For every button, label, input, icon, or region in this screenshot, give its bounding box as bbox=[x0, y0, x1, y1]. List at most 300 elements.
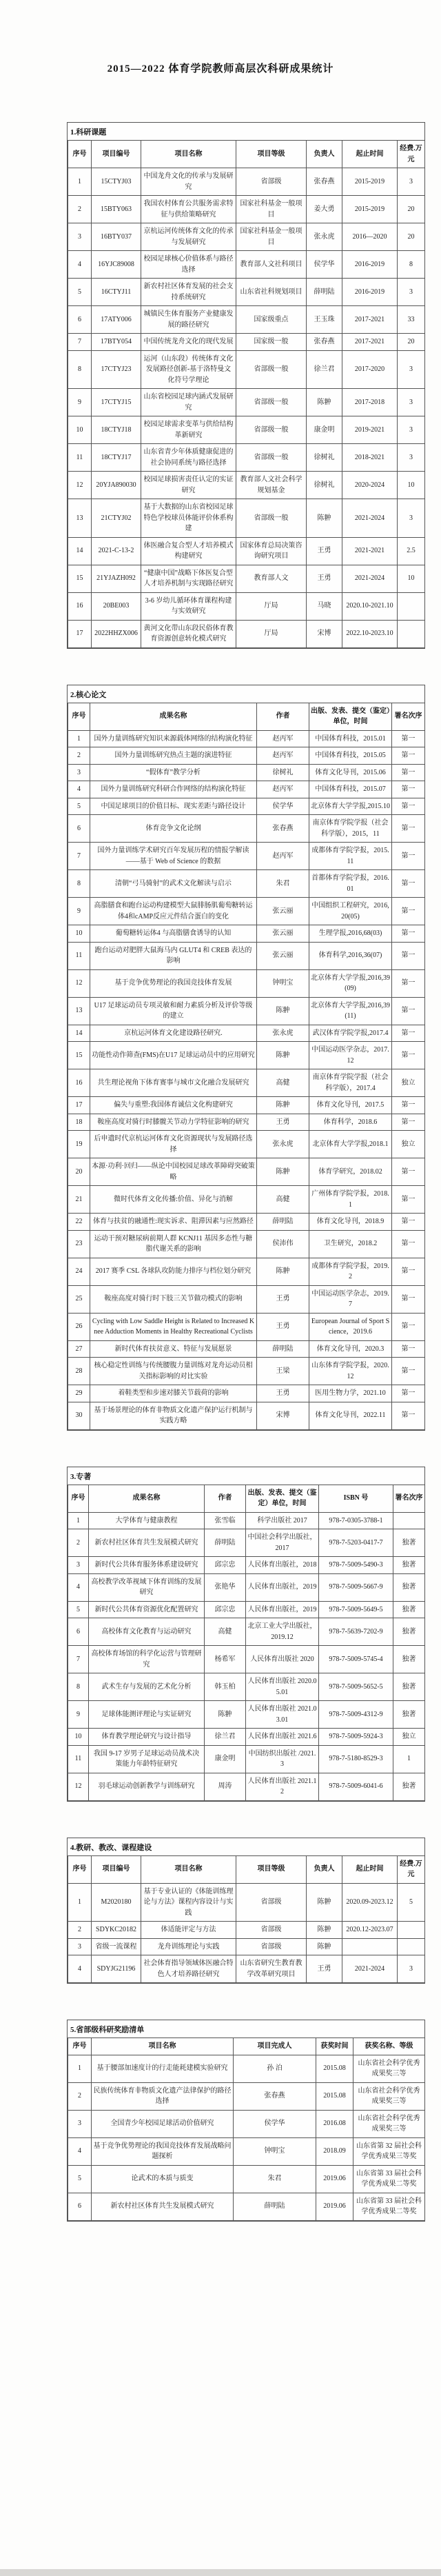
table-row bbox=[68, 730, 425, 747]
table-cell: 2017-2018 bbox=[342, 389, 398, 416]
table-cell: 8 bbox=[398, 251, 425, 279]
table-cell: 3 bbox=[68, 223, 92, 251]
table-cell: 2021-C-13-2 bbox=[92, 537, 141, 565]
table-cell: 1 bbox=[393, 1745, 425, 1773]
table-cell: 中国纺织出版社 /2021.3 bbox=[246, 1745, 319, 1773]
header-cell: 署名次序 bbox=[393, 1485, 425, 1512]
table-cell: 3 bbox=[68, 1557, 89, 1574]
table-cell: 体育科学,2016,36(07) bbox=[309, 942, 392, 969]
table-cell: 15 bbox=[68, 565, 92, 592]
table-cell: 孙 泊 bbox=[234, 2055, 316, 2082]
header-cell: 作者 bbox=[257, 703, 309, 730]
table-cell: 全国青少年校园足球活动价值研究 bbox=[92, 2110, 234, 2137]
header-cell: 项目等级 bbox=[236, 141, 307, 168]
table-row bbox=[68, 1158, 425, 1186]
table-cell: 30 bbox=[68, 1402, 90, 1429]
table-cell: 2021-2024 bbox=[342, 565, 398, 592]
table-cell: 基于场景理论的体育非物质文化遗产保护运行机制与实践方略 bbox=[90, 1402, 257, 1429]
table-cell: 第一 bbox=[392, 730, 425, 747]
table-cell: 王勇 bbox=[307, 1955, 342, 1983]
table-cell: 第一 bbox=[392, 1230, 425, 1258]
table-cell: 15CTYJ03 bbox=[92, 168, 141, 196]
table-cell: 赵丙军 bbox=[257, 730, 309, 747]
table-row bbox=[68, 969, 425, 997]
table-cell: 陈翀 bbox=[257, 1097, 309, 1114]
table-cell: 黄河文化带山东段民俗体育教育资源创意转化模式研究 bbox=[141, 620, 236, 647]
table-row bbox=[68, 1402, 425, 1429]
table-cell: 2021-2024 bbox=[342, 499, 398, 538]
table-cell: 9 bbox=[68, 1701, 89, 1729]
table-cell: 人民体育出版社，2018 bbox=[246, 1557, 319, 1574]
table-cell: 978-7-5180-8529-3 bbox=[319, 1745, 393, 1773]
header-cell: 负责人 bbox=[307, 141, 342, 168]
table-cell bbox=[398, 620, 425, 647]
table-cell: 王玉珠 bbox=[307, 306, 342, 334]
table-cell: 基于竞争优势理论的我国竞技体育发展战略问题探析 bbox=[92, 2137, 234, 2165]
table-cell: 国家社科基金一般项目 bbox=[236, 196, 307, 223]
table-cell: 中国组织工程研究，2016,20(05) bbox=[309, 898, 392, 925]
table-row bbox=[68, 843, 425, 870]
table-row bbox=[68, 2110, 425, 2137]
table-cell: 978-7-0305-3788-1 bbox=[319, 1512, 393, 1529]
header-cell: 经费.万元 bbox=[398, 1855, 425, 1883]
header-row bbox=[68, 141, 425, 168]
table-cell: 中国体育科技，2015.01 bbox=[309, 730, 392, 747]
table-cell: 山东省社会科学优秀成果奖三等 bbox=[353, 2082, 425, 2110]
header-cell: 项目完成人 bbox=[234, 2038, 316, 2055]
page-title: 2015—2022 体育学院教师高层次科研成果统计 bbox=[107, 63, 334, 74]
header-cell: 负责人 bbox=[307, 1855, 342, 1883]
table-cell: 张春燕 bbox=[257, 815, 309, 843]
table-row bbox=[68, 223, 425, 251]
table-cell: 12 bbox=[68, 472, 92, 499]
table-cell: 体育与扶贫的融通性:现实诉求、阻滞因素与应然路径 bbox=[90, 1214, 257, 1231]
header-cell: ISBN 号 bbox=[319, 1485, 393, 1512]
table-cell: 体育教学理论研究与设计指导 bbox=[89, 1729, 205, 1746]
table-cell: 2015.08 bbox=[316, 2082, 353, 2110]
table-cell: 宋博 bbox=[257, 1402, 309, 1429]
table-row bbox=[68, 1069, 425, 1097]
table-cell: 4 bbox=[68, 2137, 92, 2165]
table-cell: 北京体育大学学报,2018.1 bbox=[309, 1131, 392, 1158]
table-cell: 葡萄糖转运体4 与高脂膳食诱导的认知 bbox=[90, 925, 257, 943]
table-cell: 偏失与重塑:我国体育诚信文化构建研究 bbox=[90, 1097, 257, 1114]
table-row bbox=[68, 815, 425, 843]
table-cell: 18CTYJ17 bbox=[92, 444, 141, 472]
table-row bbox=[68, 2082, 425, 2110]
table-cell: 京杭运河传统体育文化的传承与发展研究 bbox=[141, 223, 236, 251]
table-cell: 陈翀 bbox=[307, 499, 342, 538]
header-cell: 项目等级 bbox=[236, 1855, 307, 1883]
section-label: 2.核心论文 bbox=[70, 690, 107, 699]
table-cell: 王勇 bbox=[257, 1114, 309, 1131]
table-cell: 省部级 bbox=[236, 1883, 307, 1922]
table-cell: 国家级重点 bbox=[236, 306, 307, 334]
table-cell: 高健 bbox=[205, 1618, 246, 1646]
table-cell: 13 bbox=[68, 997, 90, 1025]
table-cell: 山东省青少年体质健康促进的社会协同系统与路径选择 bbox=[141, 444, 236, 472]
table-row bbox=[68, 472, 425, 499]
table-cell: 体育文化导刊，2017.5 bbox=[309, 1097, 392, 1114]
table-cell: 张春燕 bbox=[307, 334, 342, 351]
table-row bbox=[68, 389, 425, 416]
header-cell: 署名次序 bbox=[392, 703, 425, 730]
table-cell: 11 bbox=[68, 942, 90, 969]
table-cell: 山东省社会科学优秀成果奖三等 bbox=[353, 2055, 425, 2082]
table-row bbox=[68, 1745, 425, 1773]
table-cell: 17BTY054 bbox=[92, 334, 141, 351]
table-cell: 3 bbox=[68, 1938, 92, 1955]
table-cell: 侯学华 bbox=[257, 798, 309, 815]
table-cell: 新农村社区体育共生发展模式研究 bbox=[92, 2193, 234, 2220]
table-cell: 3 bbox=[398, 168, 425, 196]
header-cell: 序号 bbox=[68, 141, 92, 168]
table-cell: 2017-2020 bbox=[342, 350, 398, 389]
research-projects-table bbox=[68, 140, 425, 648]
table-cell: 韩玉柏 bbox=[205, 1673, 246, 1701]
table-row bbox=[68, 444, 425, 472]
table-cell: 独立 bbox=[392, 1131, 425, 1158]
table-cell: “健康中国”战略下体医复合型人才培养机制与实现路径研究 bbox=[141, 565, 236, 592]
header-cell: 获奖名称、等级 bbox=[353, 2038, 425, 2055]
table-cell: 8 bbox=[68, 350, 92, 389]
table-cell: 武术生存与发展的艺术化分析 bbox=[89, 1673, 205, 1701]
header-cell: 项目名称 bbox=[92, 2038, 234, 2055]
table-row bbox=[68, 1097, 425, 1114]
table-cell: 姜大勇 bbox=[307, 196, 342, 223]
table-row bbox=[68, 942, 425, 969]
table-cell: 第一 bbox=[392, 1186, 425, 1214]
table-cell: 2017 赛季 CSL 各球队攻防能力排序与档位划分研究 bbox=[90, 1258, 257, 1285]
table-row bbox=[68, 781, 425, 798]
table-row bbox=[68, 1258, 425, 1285]
table-cell: 5 bbox=[68, 279, 92, 306]
table-cell: 10 bbox=[398, 472, 425, 499]
table-cell: 中国运动医学杂志，2017.12 bbox=[309, 1042, 392, 1069]
provincial-awards-table bbox=[68, 2037, 425, 2221]
table-row bbox=[68, 2193, 425, 2220]
table-row bbox=[68, 306, 425, 334]
table-cell: 17 bbox=[68, 1097, 90, 1114]
table-cell: 厅局 bbox=[236, 592, 307, 620]
table-cell: 基于竞争优势理论的我国竞技体育发展 bbox=[90, 969, 257, 997]
table-cell: 独著 bbox=[393, 1673, 425, 1701]
table-cell: 11 bbox=[68, 444, 92, 472]
table-cell: 王勇 bbox=[257, 1285, 309, 1313]
table-cell: 2 bbox=[68, 196, 92, 223]
table-cell: 3 bbox=[398, 389, 425, 416]
table-cell: 校园足球损害责任认定的实证研究 bbox=[141, 472, 236, 499]
table-cell: 张永虎 bbox=[257, 1025, 309, 1042]
table-cell: 10 bbox=[398, 565, 425, 592]
table-cell: 鞍座高度对骑行时膝髋关节动力学特征影响的研究 bbox=[90, 1114, 257, 1131]
header-cell: 起止时间 bbox=[342, 141, 398, 168]
table-row bbox=[68, 1512, 425, 1529]
table-cell: 978-7-5009-5649-5 bbox=[319, 1601, 393, 1618]
table-cell: 体适能评定与方法 bbox=[141, 1922, 236, 1939]
table-cell: 国家级一般 bbox=[236, 334, 307, 351]
table-cell: 朱君 bbox=[257, 870, 309, 898]
table-cell: 陈翀 bbox=[307, 389, 342, 416]
table-cell: 第一 bbox=[392, 1402, 425, 1429]
table-cell: 1 bbox=[68, 2055, 92, 2082]
table-cell: 2016.08 bbox=[316, 2110, 353, 2137]
table-cell: 陈翀 bbox=[205, 1701, 246, 1729]
table-row bbox=[68, 997, 425, 1025]
table-cell: 基于专业认证的《体能训练理论与方法》课程内容设计与实践 bbox=[141, 1883, 236, 1922]
table-cell: Cycling with Low Saddle Height is Related to Increased Knee Adduction Moments in Healthy Recreational Cyclists bbox=[90, 1313, 257, 1340]
table-cell: 王勇 bbox=[307, 537, 342, 565]
table-cell: 人民体育出版社，2019 bbox=[246, 1573, 319, 1601]
table-cell: 王勇 bbox=[257, 1385, 309, 1402]
section-research-projects bbox=[67, 122, 425, 649]
table-cell: 山东省社会科学优秀成果奖三等 bbox=[353, 2110, 425, 2137]
table-cell: 核心稳定性训练与传统腰腹力量训练对龙舟运动员相关指标影响的对比实验 bbox=[90, 1358, 257, 1385]
table-cell: 体育文化导刊，2022.11 bbox=[309, 1402, 392, 1429]
table-cell: 薛明陆 bbox=[307, 279, 342, 306]
table-row bbox=[68, 1701, 425, 1729]
table-cell: 校园足球核心价值体系与路径选择 bbox=[141, 251, 236, 279]
table-cell: 陈翀 bbox=[257, 1042, 309, 1069]
table-cell: 2 bbox=[68, 2082, 92, 2110]
table-cell: 朱君 bbox=[234, 2165, 316, 2193]
table-cell: 2018-2021 bbox=[342, 444, 398, 472]
section-label: 3.专著 bbox=[70, 1472, 92, 1481]
table-cell: 徐树礼 bbox=[307, 472, 342, 499]
table-cell: 国外力量训练学术研究百年发展历程的情报学解读——基于 Web of Science 的数据 bbox=[90, 843, 257, 870]
table-cell: 20 bbox=[398, 334, 425, 351]
table-cell: 2019.06 bbox=[316, 2193, 353, 2220]
table-cell: 微时代体育文化传播:价值、异化与消解 bbox=[90, 1186, 257, 1214]
table-cell: 薛明陆 bbox=[257, 1214, 309, 1231]
table-cell: 2020.12-2023.07 bbox=[342, 1922, 398, 1939]
table-cell: 教育部人文 bbox=[236, 565, 307, 592]
header-cell: 序号 bbox=[68, 1485, 89, 1512]
table-cell: 独著 bbox=[393, 1601, 425, 1618]
table-cell: 张云丽 bbox=[257, 942, 309, 969]
table-cell: 4 bbox=[68, 1955, 92, 1983]
table-cell: 生理学报,2016,68(03) bbox=[309, 925, 392, 943]
table-cell: 广州体育学院学报，2018.1 bbox=[309, 1186, 392, 1214]
table-cell: 山东体育学院学报，2020.12 bbox=[309, 1358, 392, 1385]
table-cell: 2021-2021 bbox=[342, 537, 398, 565]
table-cell: 邱宗忠 bbox=[205, 1557, 246, 1574]
table-cell: 高脂膳食和跑台运动构建模型大鼠腓肠肌葡萄糖转运体4和cAMP反应元件结合蛋白的变化 bbox=[90, 898, 257, 925]
table-cell: 张春燕 bbox=[234, 2082, 316, 2110]
table-cell: 4 bbox=[68, 781, 90, 798]
table-cell: 21 bbox=[68, 1186, 90, 1214]
table-cell: 2016-2019 bbox=[342, 279, 398, 306]
table-cell: 978-7-5203-0417-7 bbox=[319, 1529, 393, 1557]
table-cell: 赵丙军 bbox=[257, 747, 309, 765]
table-cell: 薛明陆 bbox=[234, 2193, 316, 2220]
table-cell: 3 bbox=[398, 350, 425, 389]
table-cell: 28 bbox=[68, 1358, 90, 1385]
table-row bbox=[68, 168, 425, 196]
section-monographs bbox=[67, 1467, 425, 1802]
table-cell: 12 bbox=[68, 969, 90, 997]
table-cell: 6 bbox=[68, 306, 92, 334]
table-cell: M2020180 bbox=[92, 1883, 141, 1922]
table-row bbox=[68, 1729, 425, 1746]
table-row bbox=[68, 1313, 425, 1340]
table-cell: 12 bbox=[68, 1773, 89, 1800]
table-row bbox=[68, 592, 425, 620]
table-cell: 独著 bbox=[393, 1773, 425, 1800]
header-cell: 成果名称 bbox=[90, 703, 257, 730]
table-cell: 科学出版社 2017 bbox=[246, 1512, 319, 1529]
table-cell: 978-7-5009-5745-4 bbox=[319, 1646, 393, 1673]
table-row bbox=[68, 925, 425, 943]
section-label: 4.教研、教改、课程建设 bbox=[70, 1843, 152, 1852]
core-papers-table bbox=[68, 703, 425, 1430]
table-cell: 978-7-5009-5490-3 bbox=[319, 1557, 393, 1574]
table-cell: 7 bbox=[68, 843, 90, 870]
table-cell: 徐树礼 bbox=[257, 764, 309, 781]
table-cell: 厅局 bbox=[236, 620, 307, 647]
table-cell: 独立 bbox=[392, 1069, 425, 1097]
table-cell: 14 bbox=[68, 1025, 90, 1042]
header-cell: 获奖时间 bbox=[316, 2038, 353, 2055]
table-cell: 第一 bbox=[392, 1385, 425, 1402]
table-row bbox=[68, 2165, 425, 2193]
table-cell: 高校教学改革视域下体育训练的发展研究 bbox=[89, 1573, 205, 1601]
table-row bbox=[68, 1922, 425, 1939]
table-cell: 张艳华 bbox=[205, 1573, 246, 1601]
table-cell: 徐兰君 bbox=[307, 350, 342, 389]
table-cell: 中国社会科学出版社，2017 bbox=[246, 1529, 319, 1557]
table-cell: 第一 bbox=[392, 1114, 425, 1131]
table-cell: 2 bbox=[68, 1529, 89, 1557]
table-cell: 着鞋类型和步速对膝关节载荷的影响 bbox=[90, 1385, 257, 1402]
table-cell: SDYJG21196 bbox=[92, 1955, 141, 1983]
header-cell: 序号 bbox=[68, 2038, 92, 2055]
table-cell: 体育文化导刊，2018.9 bbox=[309, 1214, 392, 1231]
table-cell: 20 bbox=[398, 196, 425, 223]
table-row bbox=[68, 1646, 425, 1673]
table-cell: 共生理论视角下体育赛事与城市文化融合发展研究 bbox=[90, 1069, 257, 1097]
table-cell: 陈翀 bbox=[307, 1883, 342, 1922]
table-cell: 山东省第 33 届社会科学优秀成果二等奖 bbox=[353, 2165, 425, 2193]
table-cell: 6 bbox=[68, 815, 90, 843]
table-cell: 张春燕 bbox=[307, 168, 342, 196]
table-cell: 978-7-5639-7202-9 bbox=[319, 1618, 393, 1646]
table-row bbox=[68, 1618, 425, 1646]
table-cell: 2022HHZX006 bbox=[92, 620, 141, 647]
table-row bbox=[68, 1385, 425, 1402]
table-row bbox=[68, 764, 425, 781]
table-cell: 14 bbox=[68, 537, 92, 565]
table-cell: 徐树礼 bbox=[307, 444, 342, 472]
table-row bbox=[68, 1601, 425, 1618]
table-cell: 中国体育科技，2015.05 bbox=[309, 747, 392, 765]
table-cell: 第一 bbox=[392, 1042, 425, 1069]
table-cell: 7 bbox=[68, 334, 92, 351]
table-cell: 徐兰君 bbox=[205, 1729, 246, 1746]
table-cell: 第一 bbox=[392, 1358, 425, 1385]
table-cell: 3 bbox=[68, 764, 90, 781]
table-cell: 省部级一般 bbox=[236, 389, 307, 416]
table-cell: 跑台运动对肥胖大鼠海马内 GLUT4 和 CREB 表达的影响 bbox=[90, 942, 257, 969]
table-cell bbox=[342, 1938, 398, 1955]
table-cell: 省部级 bbox=[236, 1938, 307, 1955]
table-cell: 国外力量训练研究热点主题的演进特征 bbox=[90, 747, 257, 765]
table-cell: 人民体育出版社 2020 bbox=[246, 1646, 319, 1673]
table-cell: 1 bbox=[68, 1512, 89, 1529]
table-cell: 人民体育出版社，2019 bbox=[246, 1601, 319, 1618]
table-cell: 第一 bbox=[392, 1313, 425, 1340]
header-row bbox=[68, 1855, 425, 1883]
table-cell: 王勇 bbox=[257, 1313, 309, 1340]
table-cell: 第一 bbox=[392, 1025, 425, 1042]
table-cell: 基于大数据的山东省校园足球特色学校球员体能评价体系构建 bbox=[141, 499, 236, 538]
table-cell: 9 bbox=[68, 389, 92, 416]
table-cell: 978-7-5009-6041-6 bbox=[319, 1773, 393, 1800]
header-cell: 项目编号 bbox=[92, 1855, 141, 1883]
table-row bbox=[68, 196, 425, 223]
table-cell: U17 足球运动员专项灵敏和耐力素质分析及评价等级的建立 bbox=[90, 997, 257, 1025]
table-cell: 17CTYJ23 bbox=[92, 350, 141, 389]
table-cell: 第一 bbox=[392, 997, 425, 1025]
table-cell: 校园足球需求变革与供给结构革新研究 bbox=[141, 416, 236, 444]
table-cell: 赵丙军 bbox=[257, 781, 309, 798]
table-cell: 6 bbox=[68, 1618, 89, 1646]
table-cell: 3 bbox=[398, 279, 425, 306]
table-cell: 陈翀 bbox=[257, 1158, 309, 1186]
table-cell: 侯沛伟 bbox=[257, 1230, 309, 1258]
table-row bbox=[68, 1557, 425, 1574]
table-cell: 978-7-5009-5652-5 bbox=[319, 1673, 393, 1701]
table-cell: 体育学研究，2018.02 bbox=[309, 1158, 392, 1186]
header-cell: 成果名称 bbox=[89, 1485, 205, 1512]
table-cell: 16BTY037 bbox=[92, 223, 141, 251]
table-cell: 侯学华 bbox=[307, 251, 342, 279]
table-cell: 第一 bbox=[392, 764, 425, 781]
table-cell: 第一 bbox=[392, 1285, 425, 1313]
table-cell: 8 bbox=[68, 870, 90, 898]
table-cell: 17CTYJ15 bbox=[92, 389, 141, 416]
table-cell: 2.5 bbox=[398, 537, 425, 565]
table-cell: 民族传统体育非物质文化遗产法律保护的路径选择 bbox=[92, 2082, 234, 2110]
table-cell: 978-7-5009-4312-9 bbox=[319, 1701, 393, 1729]
table-cell: 北京体育大学学报,2016,39(11) bbox=[309, 997, 392, 1025]
table-cell: 33 bbox=[398, 306, 425, 334]
table-cell: 教育部人文社科项目 bbox=[236, 251, 307, 279]
table-cell: 周涛 bbox=[205, 1773, 246, 1800]
table-cell: 独著 bbox=[393, 1618, 425, 1646]
table-cell: 独立 bbox=[393, 1729, 425, 1746]
table-cell: 钟明宝 bbox=[257, 969, 309, 997]
table-cell: 省部级 bbox=[236, 168, 307, 196]
table-cell: 23 bbox=[68, 1230, 90, 1258]
header-cell: 序号 bbox=[68, 1855, 92, 1883]
table-cell: 王勇 bbox=[307, 565, 342, 592]
table-cell: 我国 9-17 岁男子足球运动员战术决策能力年龄特征研究 bbox=[89, 1745, 205, 1773]
header-row bbox=[68, 703, 425, 730]
table-cell: 体医融合复合型人才培养模式构建研究 bbox=[141, 537, 236, 565]
table-cell: 南京体育学院学报（社会科学版），2015，11 bbox=[309, 815, 392, 843]
table-cell: 10 bbox=[68, 925, 90, 943]
table-cell: 后申遗时代京杭运河体育文化资源现状与发展路径选择 bbox=[90, 1131, 257, 1158]
table-cell: 5 bbox=[68, 1601, 89, 1618]
table-row bbox=[68, 1358, 425, 1385]
table-cell: 2017-2021 bbox=[342, 306, 398, 334]
table-cell: 第一 bbox=[392, 781, 425, 798]
table-cell: 论武术的本质与质变 bbox=[92, 2165, 234, 2193]
table-cell: 10 bbox=[68, 1729, 89, 1746]
table-cell: 国家社科基金一般项目 bbox=[236, 223, 307, 251]
table-cell: “假体育”教学分析 bbox=[90, 764, 257, 781]
